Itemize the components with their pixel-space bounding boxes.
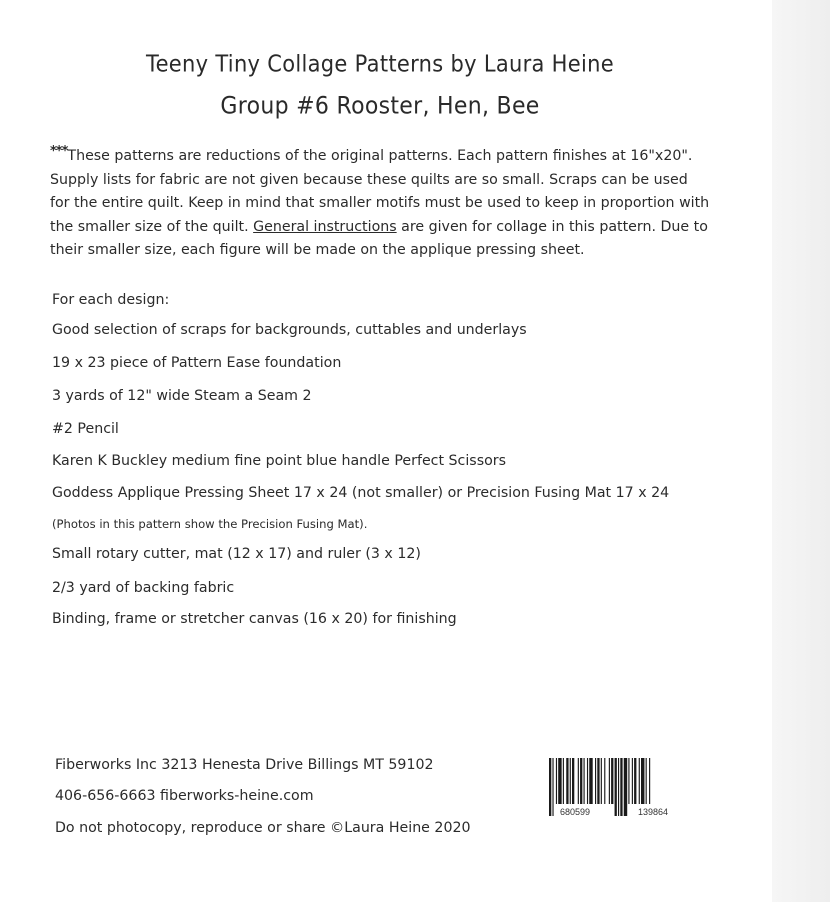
barcode-bar [641, 758, 644, 804]
barcode-bar [628, 758, 629, 804]
barcode-bar [563, 758, 564, 804]
supply-item: Karen K Buckley medium fine point blue handle Perfect Scissors [52, 453, 506, 469]
general-instructions-link[interactable]: General instructions [253, 218, 397, 235]
company-address: Fiberworks Inc 3213 Henesta Drive Billings MT 59102 [55, 757, 434, 773]
intro-text-before-link: These patterns are reductions of the original patterns. Each pattern finishes at 16"x20". Supply lists for fabric are not given because these quilts are so small. Scraps can be used for the entire quilt. Keep in mind that smaller motifs must be used to keep in proportion with the smaller size of the quilt. [50, 148, 710, 235]
intro-stars: *** [50, 144, 68, 159]
barcode-bar [597, 758, 599, 804]
barcode-bar [624, 758, 627, 816]
barcode-bar [595, 758, 596, 804]
barcode-bar [646, 758, 647, 804]
barcode-bar [580, 758, 582, 804]
supply-item: Goddess Applique Pressing Sheet 17 x 24 (not smaller) or Precision Fusing Mat 17 x 24 [52, 485, 670, 501]
barcode [546, 758, 700, 818]
barcode-bar [552, 758, 553, 816]
barcode-bar [572, 758, 574, 804]
intro-paragraph [50, 140, 710, 263]
company-contact: 406-656-6663 fiberworks-heine.com [55, 788, 314, 804]
barcode-bar [558, 758, 561, 804]
barcode-bar [566, 758, 568, 804]
supply-item: 19 x 23 piece of Pattern Ease foundation [52, 355, 342, 371]
barcode-bar [620, 758, 622, 816]
barcode-bar [639, 758, 640, 804]
page-edge-shadow [772, 0, 830, 902]
supply-item: 2/3 yard of backing fabric [52, 580, 235, 596]
barcode-bar [556, 758, 557, 804]
barcode-bar [618, 758, 619, 816]
page-title: Teeny Tiny Collage Patterns by Laura Heine [146, 51, 614, 77]
barcode-bar [601, 758, 602, 804]
barcode-bar [549, 758, 551, 816]
supply-item: #2 Pencil [52, 421, 119, 437]
barcode-bar [604, 758, 605, 804]
barcode-bar [632, 758, 633, 804]
barcode-bar [634, 758, 636, 804]
barcode-bar [587, 758, 588, 804]
page-subtitle: Group #6 Rooster, Hen, Bee [220, 93, 540, 120]
barcode-bar [584, 758, 585, 804]
barcode-bar [611, 758, 613, 804]
barcode-bar [589, 758, 592, 804]
supplies-heading: For each design: [52, 292, 170, 308]
supply-item: 3 yards of 12" wide Steam a Seam 2 [52, 388, 312, 404]
intro-text-after-link: are given for collage in this pattern. Due to their smaller size, each figure will be made on the applique pressing sheet. [50, 218, 708, 259]
barcode-graphic [546, 758, 700, 818]
barcode-bar [578, 758, 579, 804]
supply-item: Small rotary cutter, mat (12 x 17) and ruler (3 x 12) [52, 546, 421, 562]
supply-item: Good selection of scraps for backgrounds, cuttables and underlays [52, 322, 527, 338]
supply-note: (Photos in this pattern show the Precision Fusing Mat). [52, 517, 368, 531]
barcode-left-digits: 680599 [560, 807, 591, 817]
barcode-bar [609, 758, 610, 804]
barcode-bar [615, 758, 617, 816]
supply-item: Binding, frame or stretcher canvas (16 x 20) for finishing [52, 611, 457, 627]
barcode-bar [570, 758, 571, 804]
barcode-right-digits: 139864 [638, 807, 669, 817]
copyright-notice: Do not photocopy, reproduce or share ©Laura Heine 2020 [55, 820, 471, 836]
